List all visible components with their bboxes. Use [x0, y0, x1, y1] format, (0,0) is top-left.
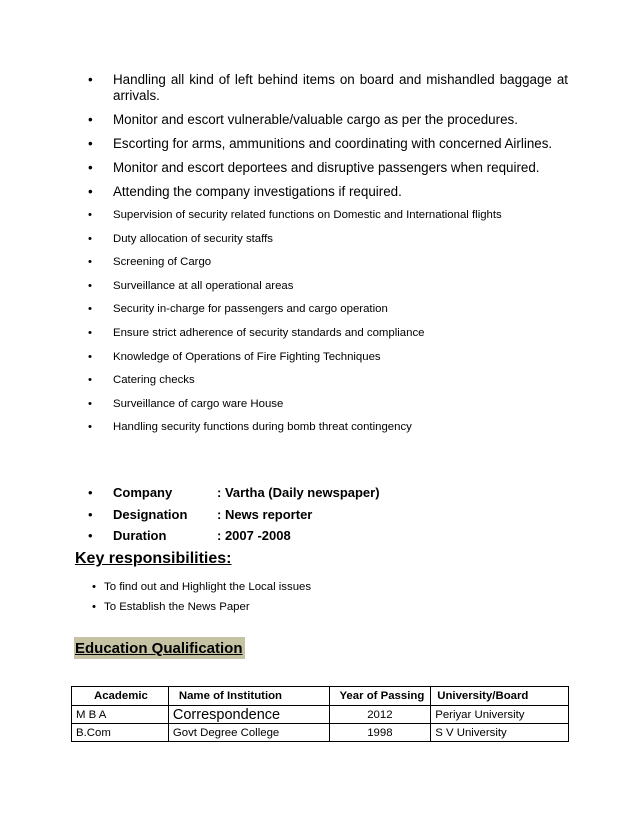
- list-item: • Monitor and escort deportees and disruptive passengers when required.: [88, 160, 540, 175]
- list-item: • Knowledge of Operations of Fire Fighting Techniques: [88, 350, 381, 363]
- duties-list: [88, 72, 568, 444]
- education-table: [71, 686, 569, 742]
- bullet: •: [88, 232, 92, 245]
- table-cell: 2012: [329, 706, 431, 724]
- responsibilities-list: [92, 580, 311, 620]
- column-header-institution: Name of Institution: [168, 687, 329, 706]
- table-cell: 1998: [329, 724, 431, 742]
- table-row: [72, 724, 569, 742]
- bullet: •: [88, 421, 92, 434]
- bullet: •: [88, 528, 93, 543]
- list-item: • Handling all kind of left behind items on board and mishandled baggage at arrivals.: [88, 72, 568, 103]
- bullet: •: [88, 350, 92, 363]
- company-label: Company: [113, 485, 173, 500]
- list-item: • Handling security functions during bomb threat contingency: [88, 421, 412, 434]
- table-cell: M B A: [72, 706, 169, 724]
- bullet: •: [88, 397, 92, 410]
- list-item: • To find out and Highlight the Local issues: [92, 581, 312, 593]
- bullet: •: [88, 374, 92, 387]
- bullet: •: [88, 160, 93, 175]
- designation-value: : News reporter: [217, 506, 313, 522]
- company-value: : Vartha (Daily newspaper): [217, 485, 380, 500]
- table-cell: Govt Degree College: [168, 724, 329, 742]
- bullet: •: [88, 485, 93, 500]
- duration-label: Duration: [113, 528, 167, 543]
- list-item: • Surveillance of cargo ware House: [88, 397, 284, 410]
- table-header-row: [72, 687, 569, 706]
- bullet: •: [88, 209, 92, 221]
- designation-label: Designation: [113, 506, 188, 522]
- list-item: • Catering checks: [88, 374, 195, 387]
- bullet: •: [92, 601, 96, 613]
- list-item: • Screening of Cargo: [88, 256, 212, 269]
- table-cell: S V University: [431, 724, 569, 742]
- bullet: •: [88, 303, 92, 316]
- bullet: •: [88, 136, 93, 151]
- table-row: [72, 706, 569, 724]
- bullet: •: [88, 112, 93, 127]
- bullet: •: [88, 184, 93, 199]
- column-header-year: Year of Passing: [329, 687, 431, 706]
- list-item: • Monitor and escort vulnerable/valuable cargo as per the procedures.: [88, 112, 518, 127]
- bullet: •: [88, 506, 93, 522]
- list-item: • Security in-charge for passengers and cargo operation: [88, 303, 388, 316]
- list-item: • Duty allocation of security staffs: [88, 232, 273, 245]
- list-item: • Escorting for arms, ammunitions and coordinating with concerned Airlines.: [88, 136, 553, 151]
- table-cell: B.Com: [72, 724, 169, 742]
- list-item: • Ensure strict adherence of security standards and compliance: [88, 326, 425, 339]
- list-item: • Supervision of security related functions on Domestic and International flights: [88, 209, 502, 221]
- table-cell: Periyar University: [431, 706, 569, 724]
- duration-value: : 2007 -2008: [217, 528, 291, 543]
- list-item: • To Establish the News Paper: [92, 601, 250, 613]
- table-cell: Correspondence: [168, 706, 329, 724]
- column-header-university: University/Board: [431, 687, 569, 706]
- education-heading: Education Qualification: [74, 637, 245, 659]
- bullet: •: [88, 279, 92, 292]
- bullet: •: [88, 326, 92, 339]
- key-responsibilities-heading: Key responsibilities:: [75, 550, 232, 567]
- column-header-academic: Academic: [72, 687, 169, 706]
- bullet: •: [88, 256, 92, 269]
- bullet: •: [88, 72, 93, 87]
- list-item: • Surveillance at all operational areas: [88, 279, 294, 292]
- list-item: • Attending the company investigations if required.: [88, 184, 402, 199]
- bullet: •: [92, 581, 96, 593]
